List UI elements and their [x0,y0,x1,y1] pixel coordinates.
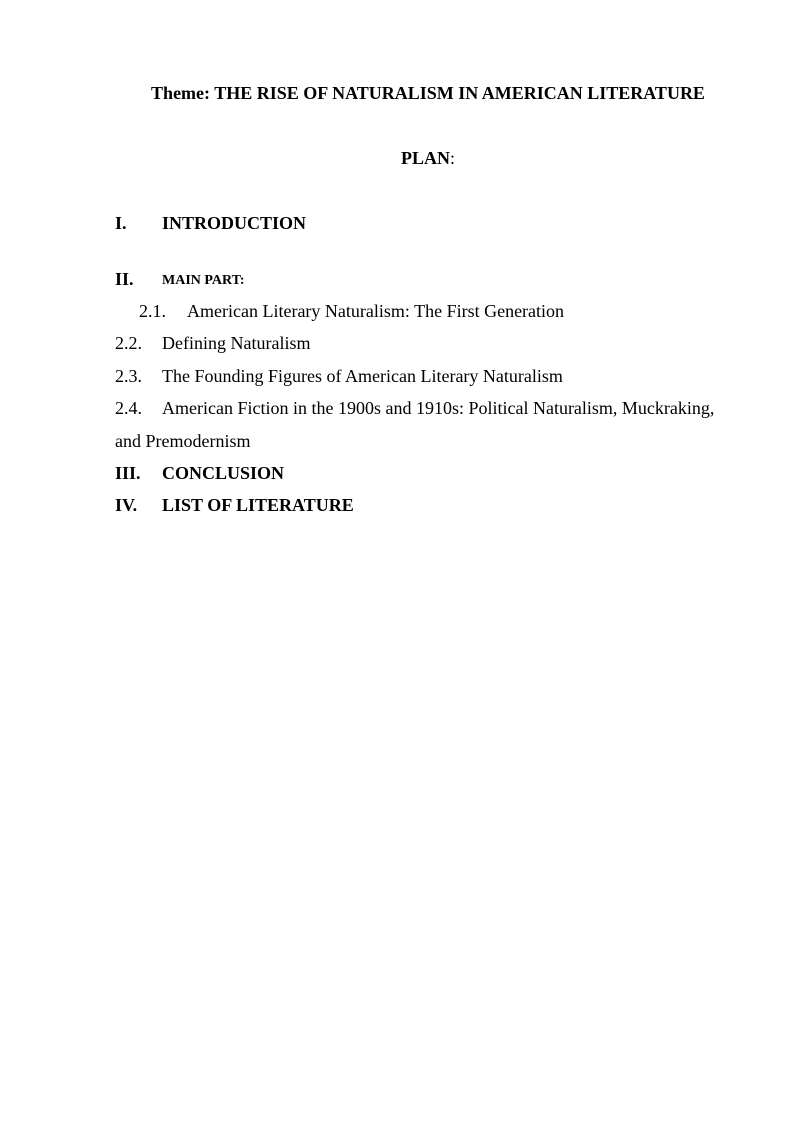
document-title: Theme: THE RISE OF NATURALISM IN AMERICAN LITERATURE [151,83,705,103]
plan-label: PLAN [400,148,450,168]
section-number: II. [115,269,134,289]
section-label: LIST OF LITERATURE [162,495,354,515]
section-number: III. [115,463,141,483]
subsection-number: 2.1. [139,301,166,321]
subsection-label: American Fiction in the 1900s and 1910s: Political Naturalism, Muckraking, [162,398,715,418]
plan-colon: : [449,148,455,168]
section-label: MAIN PART: [162,273,245,288]
subsection-number: 2.2. [115,333,142,353]
section-main-part [115,268,715,290]
section-label: CONCLUSION [162,463,285,483]
plan-heading [0,147,800,169]
section-conclusion [115,462,715,484]
subsection-2-1 [139,300,739,322]
section-number: I. [115,213,127,233]
section-number: IV. [115,495,138,515]
section-introduction [115,212,715,234]
subsection-label: Defining Naturalism [162,333,311,353]
subsection-2-4-continuation: and Premodernism [115,431,251,451]
subsection-number: 2.3. [115,366,142,386]
section-label: INTRODUCTION [162,213,307,233]
subsection-2-4 [115,397,775,419]
subsection-label: American Literary Naturalism: The First Generation [187,301,565,321]
subsection-2-3 [115,365,715,387]
subsection-label: The Founding Figures of American Literary Naturalism [162,366,563,386]
subsection-2-2 [115,332,715,354]
section-list-of-literature [115,494,715,516]
subsection-number: 2.4. [115,398,142,418]
